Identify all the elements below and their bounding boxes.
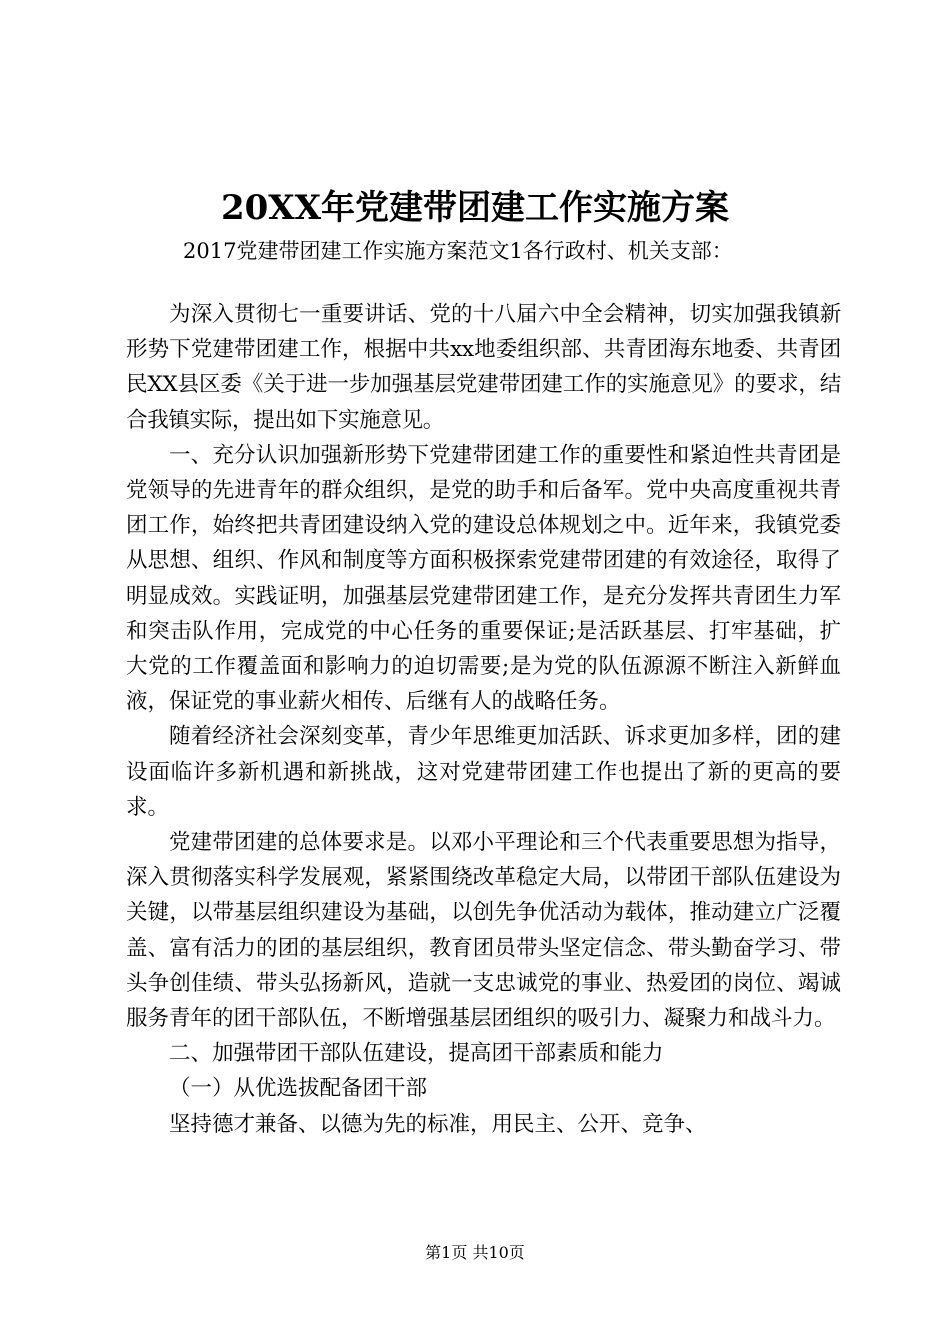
page-number-footer: 第1页 共10页 (425, 1243, 525, 1262)
document-title: 20XX年党建带团建工作实施方案 (220, 188, 730, 228)
document-subtitle: 2017党建带团建工作实施方案范文1各行政村、机关支部： (183, 239, 733, 263)
paragraph-section-two-heading: 二、加强带团干部队伍建设，提高团干部素质和能力 (169, 1041, 664, 1067)
paragraph-section-one: 一、充分认识加强新形势下党建带团建工作的重要性和紧迫性共青团是党领导的先进青年的群众组织，是党的助手和后备军。党中央高度重视共青团工作，始终把共青团建设纳入党的建设总体规划之中。近年来，我镇党委从思想、组织、作风和制度等方面积极探索党建带团建的有效途径，取得了明显成效。实践证明，加强基层党建带团建工作，是充分发挥共青团生力军和突击队作用，完成党的中心任务的重要保证;是活跃基层、打牢基础，扩大党的工作覆盖面和影响力的迫切需要;是为党的队伍源源不断注入新鲜血液，保证党的事业薪火相传、后继有人的战略任务。 (126, 442, 841, 715)
paragraph-selection-standard: 坚持德才兼备、以德为先的标准，用民主、公开、竞争、 (169, 1111, 707, 1137)
paragraph-intro: 为深入贯彻七一重要讲话、党的十八届六中全会精神，切实加强我镇新形势下党建带团建工作，根据中共xx地委组织部、共青团海东地委、共青团民XX县区委《关于进一步加强基层党建带团建工作的实施意见》的要求，结合我镇实际，提出如下实施意见。 (126, 302, 841, 433)
paragraph-changes: 随着经济社会深刻变革，青少年思维更加活跃、诉求更加多样，团的建设面临许多新机遇和新挑战，这对党建带团建工作也提出了新的更高的要求。 (126, 724, 841, 820)
paragraph-subsection-one-heading: （一）从优选拔配备团干部 (169, 1076, 428, 1102)
paragraph-general-requirements: 党建带团建的总体要求是。以邓小平理论和三个代表重要思想为指导，深入贯彻落实科学发展观，紧紧围绕改革稳定大局，以带团干部队伍建设为关键，以带基层组织建设为基础，以创先争优活动为载体，推动建立广泛覆盖、富有活力的团的基层组织，教育团员带头坚定信念、带头勤奋学习、带头争创佳绩、带头弘扬新风，造就一支忠诚党的事业、热爱团的岗位、竭诚服务青年的团干部队伍，不断增强基层团组织的吸引力、凝聚力和战斗力。 (126, 830, 841, 1032)
document-body (126, 297, 841, 1142)
